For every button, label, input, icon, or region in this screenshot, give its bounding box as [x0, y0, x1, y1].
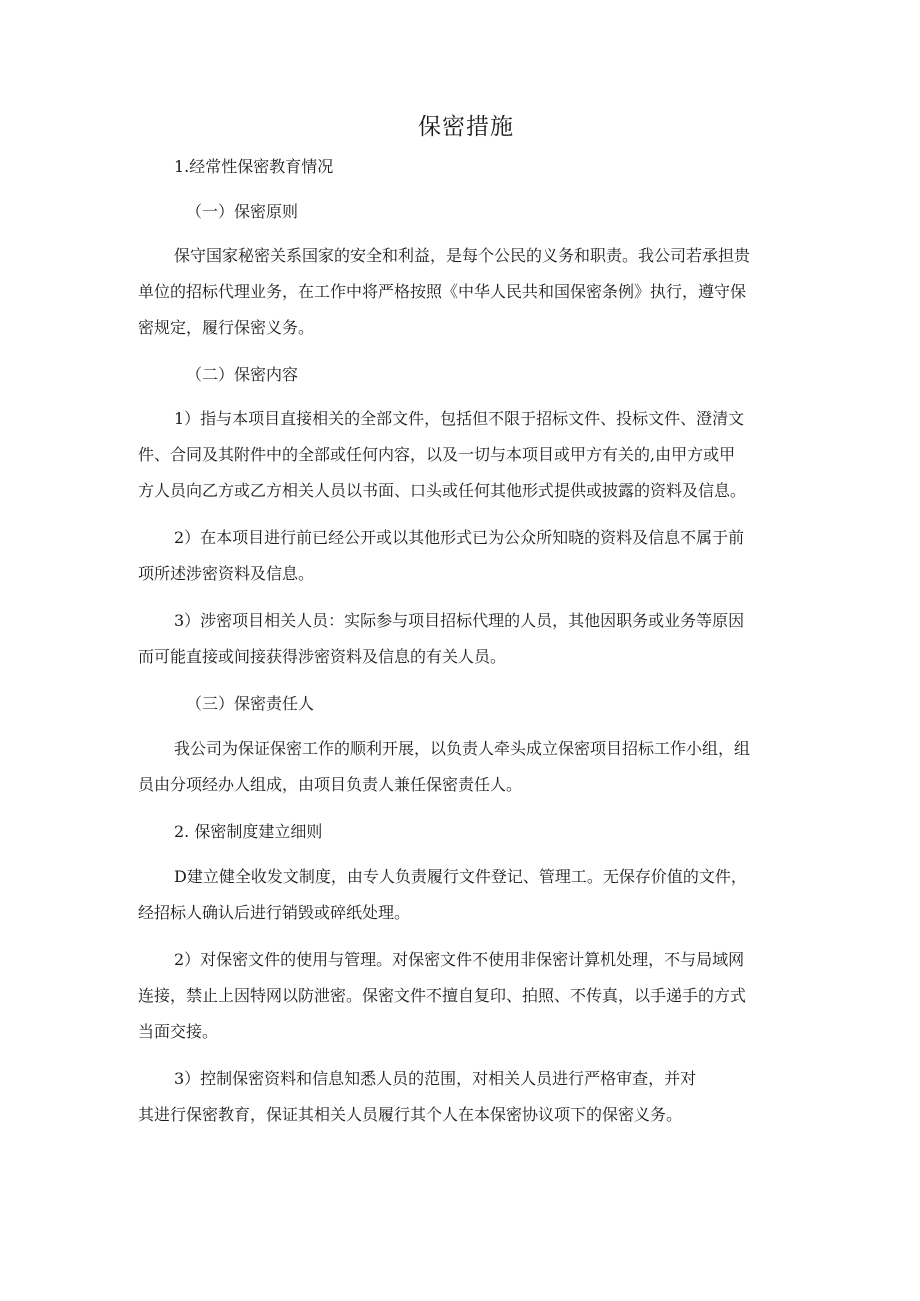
text-line: 保守国家秘密关系国家的安全和利益，是每个公民的义务和职责。我公司若承担贵: [174, 246, 751, 265]
paragraph-principle: [138, 238, 794, 346]
text-line: （三）保密责任人: [186, 694, 315, 713]
text-line: 3）控制保密资料和信息知悉人员的范围，对相关人员进行严格审查，并对: [174, 1069, 697, 1088]
text-line: 件、合同及其附件中的全部或任何内容，以及一切与本项目或甲方有关的,由甲方或甲: [138, 445, 736, 464]
text-line: 单位的招标代理业务，在工作中将严格按照《中华人民共和国保密条例》执行，遵守保: [138, 282, 747, 301]
text-line: 2. 保密制度建立细则: [174, 822, 323, 841]
page-title: 保密措施: [418, 114, 514, 140]
paragraph-content-item-2: [138, 520, 794, 592]
text-line: 3）涉密项目相关人员：实际参与项目招标代理的人员，其他因职务或业务等原因: [174, 611, 745, 630]
paragraph-responsibility: [138, 731, 794, 803]
text-line: 当面交接。: [138, 1022, 219, 1041]
text-line: 密规定，履行保密义务。: [138, 318, 315, 337]
text-line: 1）指与本项目直接相关的全部文件，包括但不限于招标文件、投标文件、澄清文: [174, 409, 745, 428]
text-line: D建立健全收发文制度，由专人负责履行文件登记、管理工。无保存价值的文件，: [174, 867, 747, 886]
paragraph-content-item-1: [138, 401, 794, 509]
text-line: 1.经常性保密教育情况: [174, 157, 334, 176]
text-line: 其进行保密教育，保证其相关人员履行其个人在本保密协议项下的保密义务。: [138, 1105, 683, 1124]
text-line: 项所述涉密资料及信息。: [138, 564, 315, 583]
text-line: （二）保密内容: [186, 365, 299, 384]
text-line: （一）保密原则: [186, 202, 299, 221]
text-line: 我公司为保证保密工作的顺利开展，以负责人牵头成立保密项目招标工作小组，组: [174, 739, 751, 758]
subsection-heading-3: [138, 686, 794, 722]
text-line: 经招标人确认后进行销毁或碎纸处理。: [138, 903, 411, 922]
section-heading-2: [138, 814, 794, 850]
text-line: 员由分项经办人组成，由项目负责人兼任保密责任人。: [138, 775, 523, 794]
section-heading-1: [138, 149, 794, 185]
subsection-heading-1: [138, 194, 794, 230]
text-line: 2）在本项目进行前已经公开或以其他形式已为公众所知晓的资料及信息不属于前: [174, 528, 745, 547]
paragraph-content-item-3: [138, 603, 794, 675]
text-line: 2）对保密文件的使用与管理。对保密文件不使用非保密计算机处理，不与局域网: [174, 950, 745, 969]
subsection-heading-2: [138, 357, 794, 393]
text-line: 而可能直接或间接获得涉密资料及信息的有关人员。: [138, 647, 507, 666]
paragraph-rule-2: [138, 942, 794, 1050]
text-line: 方人员向乙方或乙方相关人员以书面、口头或任何其他形式提供或披露的资料及信息。: [138, 481, 747, 500]
paragraph-rule-1: [138, 859, 794, 931]
text-line: 连接，禁止上因特网以防泄密。保密文件不擅自复印、拍照、不传真，以手递手的方式: [138, 986, 747, 1005]
paragraph-rule-3: [138, 1061, 794, 1133]
